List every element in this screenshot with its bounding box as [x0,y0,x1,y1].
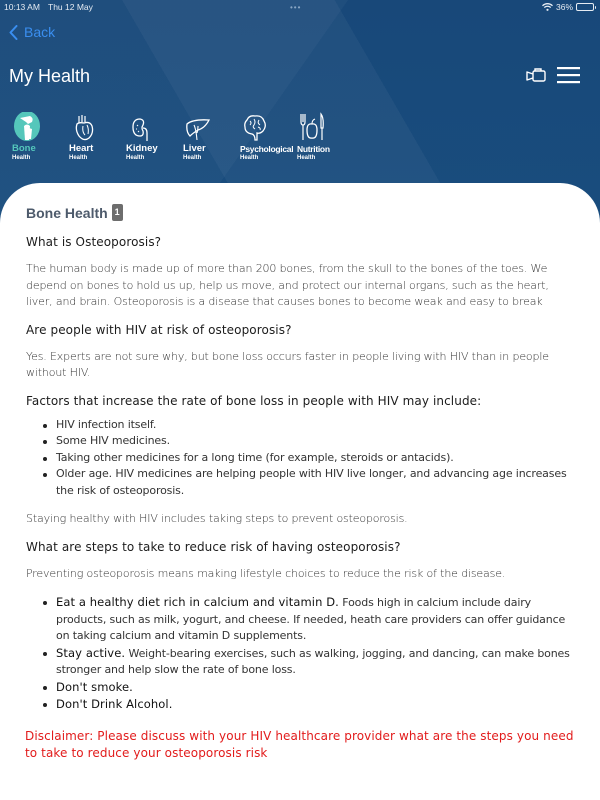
list-item: HIV infection itself. [56,417,574,434]
battery-icon [576,3,594,11]
list-item [56,696,574,714]
battery-percent: 36% [555,2,573,12]
chevron-left-icon [9,25,18,40]
tab-sublabel: Health [126,155,145,161]
question-heading: Factors that increase the rate of bone loss in people with HIV may include: [26,393,482,408]
tab-sublabel: Health [12,155,31,161]
status-date: Thu 12 May [48,2,93,12]
brain-icon [240,112,270,142]
tab-label: Heart [69,143,94,154]
prevention-steps-list [56,594,574,714]
disclaimer-text: Disclaimer: Please discuss with your HIV healthcare provider what are the steps you need to take to reduce your osteoporosis risk [25,728,574,760]
tab-psychological-health[interactable] [236,112,293,162]
step-text: Weight-bearing exercises, such as walking, jogging, and dancing, can make bones stronger and help slow the rate of bone loss. [56,646,570,676]
paragraph: The human body is made up of more than 200 bones, from the skull to the bones of the toes. We depend on bones to hold us up, help us move, and protect our internal organs, such as the heart, liver, and brain. Osteoporosis is a disease that causes bones to become weak and easy to break [26,262,549,308]
step-emphasis: Don't smoke. [56,679,133,694]
kidney-icon [126,112,156,142]
risk-factors-list [56,417,574,500]
list-item [56,679,574,697]
heart-organ-icon [69,112,99,142]
tab-nutrition-health[interactable] [293,112,350,162]
section-title-text: Bone Health [26,204,108,221]
content-card[interactable] [0,183,600,800]
tab-heart-health[interactable] [65,112,122,162]
list-item: Some HIV medicines. [56,433,574,450]
tab-bone-health[interactable] [8,112,65,162]
step-emphasis: Eat a healthy diet rich in calcium and vitamin D. [56,595,339,609]
section-badge: 1 [112,204,123,221]
video-camera-button[interactable] [525,67,547,83]
list-item: Taking other medicines for a long time (for example, steroids or antacids). [56,450,574,467]
question-heading: Are people with HIV at risk of osteoporosis? [26,322,292,337]
multitasking-dots-icon[interactable]: ••• [290,3,302,12]
video-camera-icon [525,67,547,83]
page-title: My Health [9,66,91,86]
wifi-icon [542,3,553,11]
menu-button[interactable] [557,66,580,84]
section-title [26,204,574,221]
step-text: Foods high in calcium include dairy products, such as milk, yogurt, and cheese. If needed, heath care providers can offer guidance on taking calcium and vitamin D supplements. [56,596,566,642]
status-bar [0,0,600,14]
paragraph: Preventing osteoporosis means making lifestyle choices to reduce the risk of the disease. [26,566,506,580]
list-item [56,645,574,679]
tab-label: Psychological [240,144,294,154]
health-category-tabs [8,112,350,162]
tab-sublabel: Health [183,155,202,161]
paragraph: Yes. Experts are not sure why, but bone loss occurs faster in people living with HIV than in people without HIV. [26,349,549,379]
fork-apple-knife-icon [297,112,327,142]
tab-kidney-health[interactable] [122,112,179,162]
tab-sublabel: Health [297,155,316,161]
status-right [542,2,594,12]
list-item: Older age. HIV medicines are helping people with HIV live longer, and advancing age increases the risk of osteoporosis. [56,466,574,499]
tab-label: Nutrition [297,144,330,154]
header-actions [525,66,580,84]
tab-label: Bone [12,143,36,154]
tab-label: Liver [183,143,206,154]
tab-label: Kidney [126,143,158,154]
back-button[interactable] [9,24,55,40]
hamburger-menu-icon [557,66,580,84]
status-time: 10:13 AM [4,2,40,12]
question-heading: What are steps to take to reduce risk of having osteoporosis? [26,539,401,554]
list-item [56,594,574,645]
step-emphasis: Don't Drink Alcohol. [56,697,173,711]
question-heading: What is Osteoporosis? [26,235,162,249]
tab-liver-health[interactable] [179,112,236,162]
back-label: Back [24,24,56,40]
paragraph: Staying healthy with HIV includes taking steps to prevent osteoporosis. [26,512,408,525]
tab-sublabel: Health [69,155,88,161]
tab-sublabel: Health [240,155,259,161]
knee-bone-icon [12,112,42,142]
step-emphasis: Stay active. [56,645,126,660]
liver-icon [183,112,213,142]
